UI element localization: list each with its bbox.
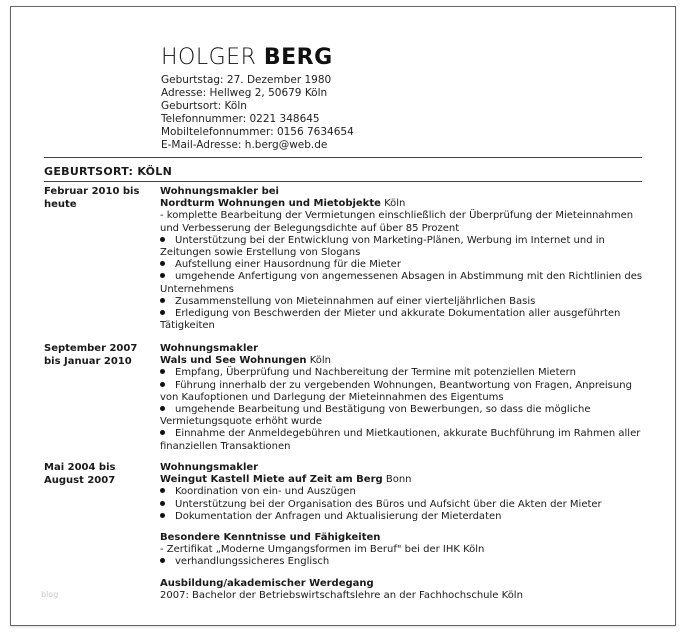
list-item: Erledigung von Beschwerden der Mieter und akkurate Dokumentation aller ausgeführten Tätigkeiten xyxy=(160,308,621,332)
divider xyxy=(44,181,642,182)
address: Adresse: Hellweg 2, 50679 Köln xyxy=(161,87,328,99)
divider xyxy=(44,157,642,158)
birthplace: Geburtsort: Köln xyxy=(161,100,247,112)
list-item: Führung innerhalb der zu vergebenden Wohnungen, Beantwortung von Fragen, Anpreisung von Kaufoptionen und Darlegung der Mieteinnahmen des Eigentums xyxy=(160,379,632,403)
bullet-icon xyxy=(160,513,165,518)
contact-block xyxy=(161,74,354,152)
bullet-icon xyxy=(160,501,165,506)
list-item: Zusammenstellung von Mieteinnahmen auf einer vierteljährlichen Basis xyxy=(160,296,647,308)
bullet-icon xyxy=(160,382,165,387)
list-item: Koordination von ein- und Auszügen xyxy=(160,486,647,498)
entry-city: Köln xyxy=(309,355,331,367)
education-heading: Ausbildung/akademischer Werdegang xyxy=(160,578,374,589)
bullet-icon xyxy=(160,298,165,303)
entry-body xyxy=(160,186,647,332)
bullet-icon xyxy=(160,310,165,315)
mobile: Mobiltelefonnummer: 0156 7634654 xyxy=(161,126,354,138)
list-item: umgehende Bearbeitung und Bestätigung von Bewerbungen, so dass die mögliche Vermietungsquote erhöht wurde xyxy=(160,404,591,428)
page-title xyxy=(161,45,333,70)
bullet-icon xyxy=(160,261,165,266)
entry-company: Nordturm Wohnungen und Mietobjekte xyxy=(160,198,381,210)
last-name: BERG xyxy=(263,45,333,70)
birthday: Geburtstag: 27. Dezember 1980 xyxy=(161,74,332,86)
entry-role: Wohnungsmakler xyxy=(160,462,259,473)
bullet-icon xyxy=(160,558,165,563)
entry-company: Wals und See Wohnungen xyxy=(160,355,307,367)
first-name: HOLGER xyxy=(161,45,257,70)
entry-date: September 2007 bis Januar 2010 xyxy=(44,343,138,367)
list-item: Empfang, Überprüfung und Nachbereitung der Termine mit potenziellen Mietern xyxy=(160,367,647,379)
list-item: Aufstellung einer Hausordnung für die Mieter xyxy=(160,259,647,271)
resume-page xyxy=(10,6,676,626)
entry-date: Februar 2010 bis heute xyxy=(44,186,140,210)
bullet-icon xyxy=(160,369,165,374)
email: E-Mail-Adresse: h.berg@web.de xyxy=(161,139,328,151)
list-item: umgehende Anfertigung von angemessenen Absagen in Abstimmung mit den Richtlinien des Unternehmens xyxy=(160,271,643,295)
entry-body xyxy=(160,343,647,453)
bullet-icon xyxy=(160,488,165,493)
entry-city: Bonn xyxy=(385,474,412,486)
list-item: Unterstützung bei der Entwicklung von Marketing-Plänen, Werbung im Internet und in Zeitungen sowie Erstellung von Slogans xyxy=(160,234,605,259)
bullet-icon xyxy=(160,430,165,435)
entry-body xyxy=(160,462,647,523)
entry-company: Weingut Kastell Miete auf Zeit am Berg xyxy=(160,474,383,486)
education-line: 2007: Bachelor der Betriebswirtschaftslehre an der Fachhochschule Köln xyxy=(160,590,523,602)
list-item: Dokumentation der Anfragen und Aktualisierung der Mieterdaten xyxy=(160,511,647,523)
watermark: blog xyxy=(41,590,59,599)
list-item: Einnahme der Anmeldegebühren und Mietkautionen, akkurate Buchführung im Rahmen aller finanziellen Transaktionen xyxy=(160,428,641,452)
entry-city: Köln xyxy=(384,198,406,210)
phone: Telefonnummer: 0221 348645 xyxy=(161,113,320,125)
bullet-icon xyxy=(160,237,165,242)
entry-role: Wohnungsmakler xyxy=(160,343,259,354)
list-item: verhandlungssicheres Englisch xyxy=(160,556,647,568)
entry-role: Wohnungsmakler bei xyxy=(160,186,279,197)
skills-heading: Besondere Kenntnisse und Fähigkeiten xyxy=(160,532,381,543)
entry-date: Mai 2004 bis August 2007 xyxy=(44,462,116,486)
section-title: GEBURTSORT: KÖLN xyxy=(44,165,173,178)
bullet-icon xyxy=(160,406,165,411)
skills-certificate: - Zertifikat „Moderne Umgangsformen im Beruf" bei der IHK Köln xyxy=(160,544,485,556)
list-item: Unterstützung bei der Organisation des Büros und Aufsicht über die Akten der Mieter xyxy=(160,499,647,511)
entry-intro: - komplette Bearbeitung der Vermietungen einschließlich der Überprüfung der Mieteinnahmen und Verbesserung der Belegungsdichte auf über 85 Prozent xyxy=(160,210,634,234)
bullet-icon xyxy=(160,273,165,278)
